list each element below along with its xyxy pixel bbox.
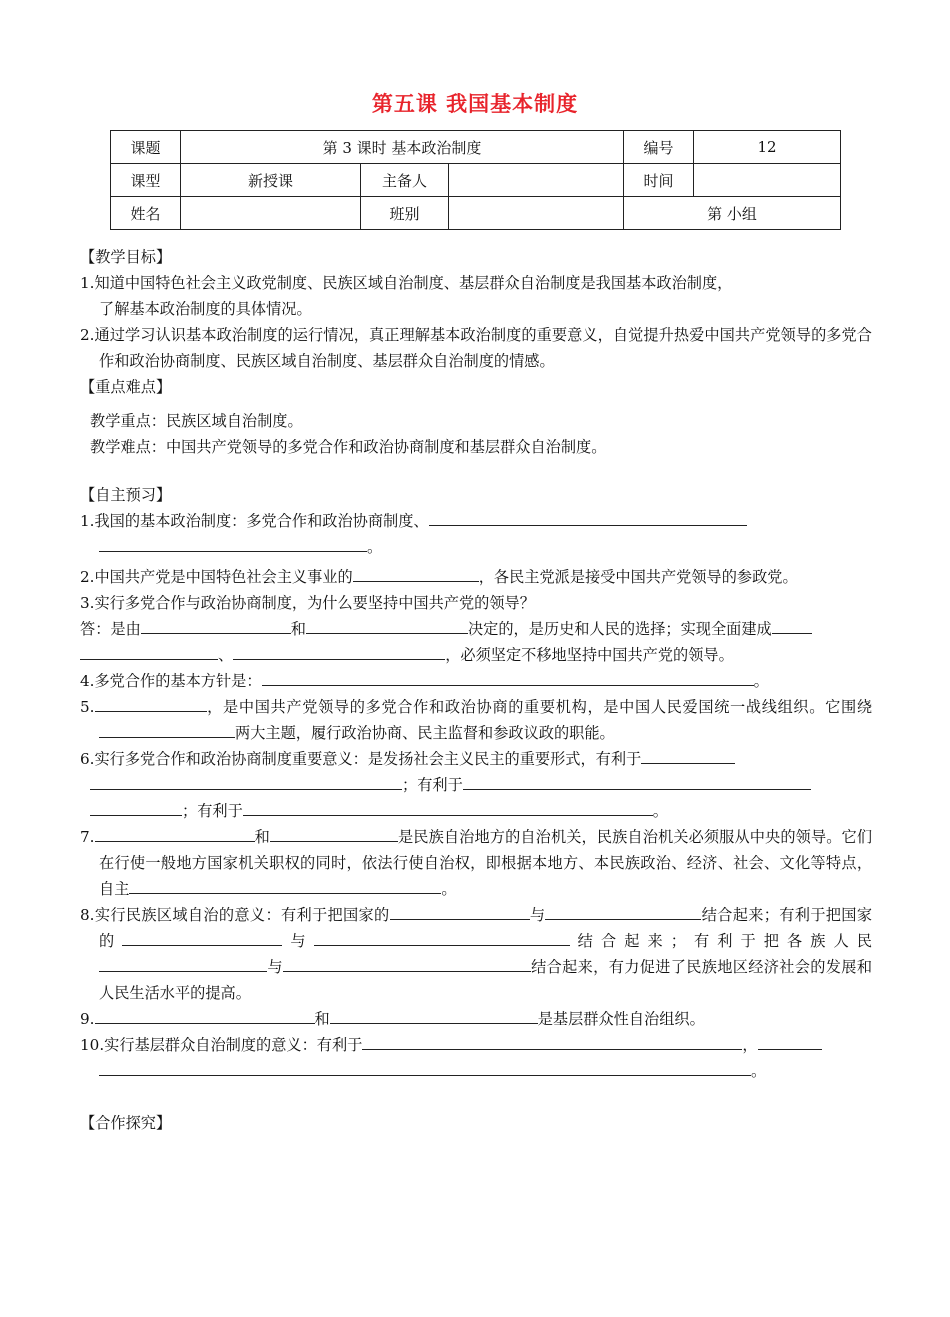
- answer-blank[interactable]: [283, 957, 531, 972]
- question-text: ；有利于: [182, 802, 243, 820]
- key-point: 教学重点：民族区域自治制度。: [90, 412, 303, 430]
- cooperation-heading: 【合作探究】: [80, 1114, 172, 1132]
- question-text: 是基层群众性自治组织。: [537, 1010, 705, 1028]
- question-9: [80, 1006, 872, 1032]
- table-cell: 主备人: [361, 164, 449, 197]
- goals-heading: 【教学目标】: [80, 248, 172, 266]
- key-points-heading: 【重点难点】: [80, 378, 172, 396]
- question-text: 结合起来，有力促进了民族地区经济社会的发展和人民生活水平的提高。: [99, 958, 872, 1002]
- question-2: [80, 564, 872, 590]
- table-cell: [181, 197, 361, 230]
- question-text: 1.我国的基本政治制度：多党合作和政治协商制度、: [80, 512, 429, 530]
- answer-blank[interactable]: [429, 511, 747, 526]
- difficult-point: 教学难点：中国共产党领导的多党合作和政治协商制度和基层群众自治制度。: [90, 438, 607, 456]
- table-cell: 课题: [111, 131, 181, 164]
- question-text: 。: [652, 802, 668, 820]
- question-text: 5.: [80, 698, 95, 716]
- table-cell: 第 小组: [624, 197, 841, 230]
- question-text: 两大主题，履行政治协商、民主监督和参政议政的职能。: [235, 724, 615, 742]
- answer-blank[interactable]: [545, 905, 701, 920]
- answer-blank[interactable]: [243, 801, 653, 816]
- answer-blank[interactable]: [262, 671, 754, 686]
- answer-blank[interactable]: [99, 723, 235, 738]
- question-text: 与: [267, 958, 283, 976]
- table-cell: 第 3 课时 基本政治制度: [181, 131, 624, 164]
- table-cell: 课型: [111, 164, 181, 197]
- answer-blank[interactable]: [390, 905, 530, 920]
- answer-blank[interactable]: [122, 931, 282, 946]
- goal-2: 2.通过学习认识基本政治制度的运行情况，真正理解基本政治制度的重要意义，自觉提升热爱中国共产党领导的多党合作和政治协商制度、民族区域自治制度、基层群众自治制度的情感。: [80, 326, 872, 370]
- answer-blank[interactable]: [95, 697, 207, 712]
- question-10: [80, 1032, 872, 1058]
- question-text: ，各民主党派是接受中国共产党领导的参政党。: [478, 568, 798, 586]
- question-text: 7.: [80, 828, 95, 846]
- question-text: ，: [742, 1036, 758, 1054]
- question-5: [80, 694, 872, 746]
- answer-blank[interactable]: [99, 1061, 751, 1076]
- table-row: [111, 164, 841, 197]
- answer-blank[interactable]: [353, 567, 479, 582]
- answer-blank[interactable]: [95, 827, 255, 842]
- table-cell: [694, 164, 841, 197]
- question-text: 和: [290, 620, 306, 638]
- question-text: 结合起来；有利于把各族人民: [569, 932, 873, 950]
- answer-blank[interactable]: [306, 619, 468, 634]
- question-6: [80, 746, 872, 772]
- answer-blank[interactable]: [362, 1035, 742, 1050]
- question-text: ，是中国共产党领导的多党合作和政治协商的重要机构，是中国人民爱国统一战线组织。它围绕: [206, 698, 872, 716]
- question-text: 9.: [80, 1010, 95, 1028]
- table-row: [111, 197, 841, 230]
- question-6-cont-2: [80, 798, 872, 824]
- table-cell: [449, 197, 624, 230]
- table-cell: 新授课: [181, 164, 361, 197]
- question-text: 、: [218, 646, 234, 664]
- preview-heading: 【自主预习】: [80, 486, 172, 504]
- question-4: [80, 668, 872, 694]
- answer-blank[interactable]: [314, 931, 570, 946]
- table-row: [111, 131, 841, 164]
- question-3-answer: [80, 616, 872, 642]
- table-cell: 编号: [624, 131, 694, 164]
- answer-blank[interactable]: [129, 879, 441, 894]
- answer-blank[interactable]: [95, 1009, 315, 1024]
- table-cell: 时间: [624, 164, 694, 197]
- worksheet-body: [80, 244, 872, 1136]
- question-text: 4.多党合作的基本方针是：: [80, 672, 262, 690]
- question-text: 是民族自治地方的自治机关，民族自治机关必须服从中央的领导。它们在行使一般地方国家机关职权的同时，依法行使自治权，即根据本地方、本民族政治、经济、社会、文化等特点，自主: [99, 828, 873, 898]
- answer-blank[interactable]: [330, 1009, 538, 1024]
- answer-blank[interactable]: [99, 537, 367, 552]
- question-text: 。: [753, 672, 769, 690]
- table-cell: 姓名: [111, 197, 181, 230]
- answer-blank[interactable]: [233, 645, 445, 660]
- question-text: 和: [314, 1010, 330, 1028]
- question-text: 6.实行多党合作和政治协商制度重要意义：是发扬社会主义民主的重要形式，有利于: [80, 750, 642, 768]
- question-text: 10.实行基层群众自治制度的意义：有利于: [80, 1036, 363, 1054]
- question-3: 3.实行多党合作与政治协商制度，为什么要坚持中国共产党的领导？: [80, 594, 535, 612]
- question-text: 8.实行民族区域自治的意义：有利于把国家的: [80, 906, 390, 924]
- answer-blank[interactable]: [758, 1035, 822, 1050]
- question-text: 与: [282, 932, 314, 950]
- lesson-info-table: [110, 130, 841, 230]
- goal-1-line-1: 1.知道中国特色社会主义政党制度、民族区域自治制度、基层群众自治制度是我国基本政治制度，: [80, 274, 733, 292]
- question-text: 结合起来；有利于把国家的: [99, 906, 873, 950]
- question-text: 。: [751, 1062, 767, 1080]
- answer-blank[interactable]: [772, 619, 812, 634]
- question-text: ；有利于: [402, 776, 463, 794]
- question-8: [80, 902, 872, 1006]
- answer-blank[interactable]: [80, 645, 218, 660]
- question-text: 。: [441, 880, 457, 898]
- question-7: [80, 824, 872, 902]
- answer-blank[interactable]: [90, 801, 182, 816]
- question-text: 与: [529, 906, 546, 924]
- question-text: ，必须坚定不移地坚持中国共产党的领导。: [445, 646, 734, 664]
- question-6-cont: [80, 772, 872, 798]
- question-text: 决定的，是历史和人民的选择；实现全面建成: [467, 620, 772, 638]
- question-10-cont: [80, 1058, 872, 1084]
- goal-1-line-2: 了解基本政治制度的具体情况。: [99, 300, 312, 318]
- answer-blank[interactable]: [141, 619, 291, 634]
- table-cell: [449, 164, 624, 197]
- answer-blank[interactable]: [641, 749, 735, 764]
- table-cell: 班别: [361, 197, 449, 230]
- answer-blank[interactable]: [463, 775, 811, 790]
- answer-blank[interactable]: [99, 957, 267, 972]
- answer-blank[interactable]: [90, 775, 402, 790]
- question-text: 。: [367, 538, 383, 556]
- table-cell: 12: [694, 131, 841, 164]
- question-text: 和: [254, 828, 270, 846]
- question-3-answer-cont: [80, 642, 872, 668]
- question-text: 答：是由: [80, 620, 141, 638]
- question-1: [80, 508, 872, 534]
- question-1-cont: [80, 534, 872, 560]
- answer-blank[interactable]: [270, 827, 398, 842]
- document-title: 第五课 我国基本制度: [371, 91, 579, 116]
- question-text: 2.中国共产党是中国特色社会主义事业的: [80, 568, 353, 586]
